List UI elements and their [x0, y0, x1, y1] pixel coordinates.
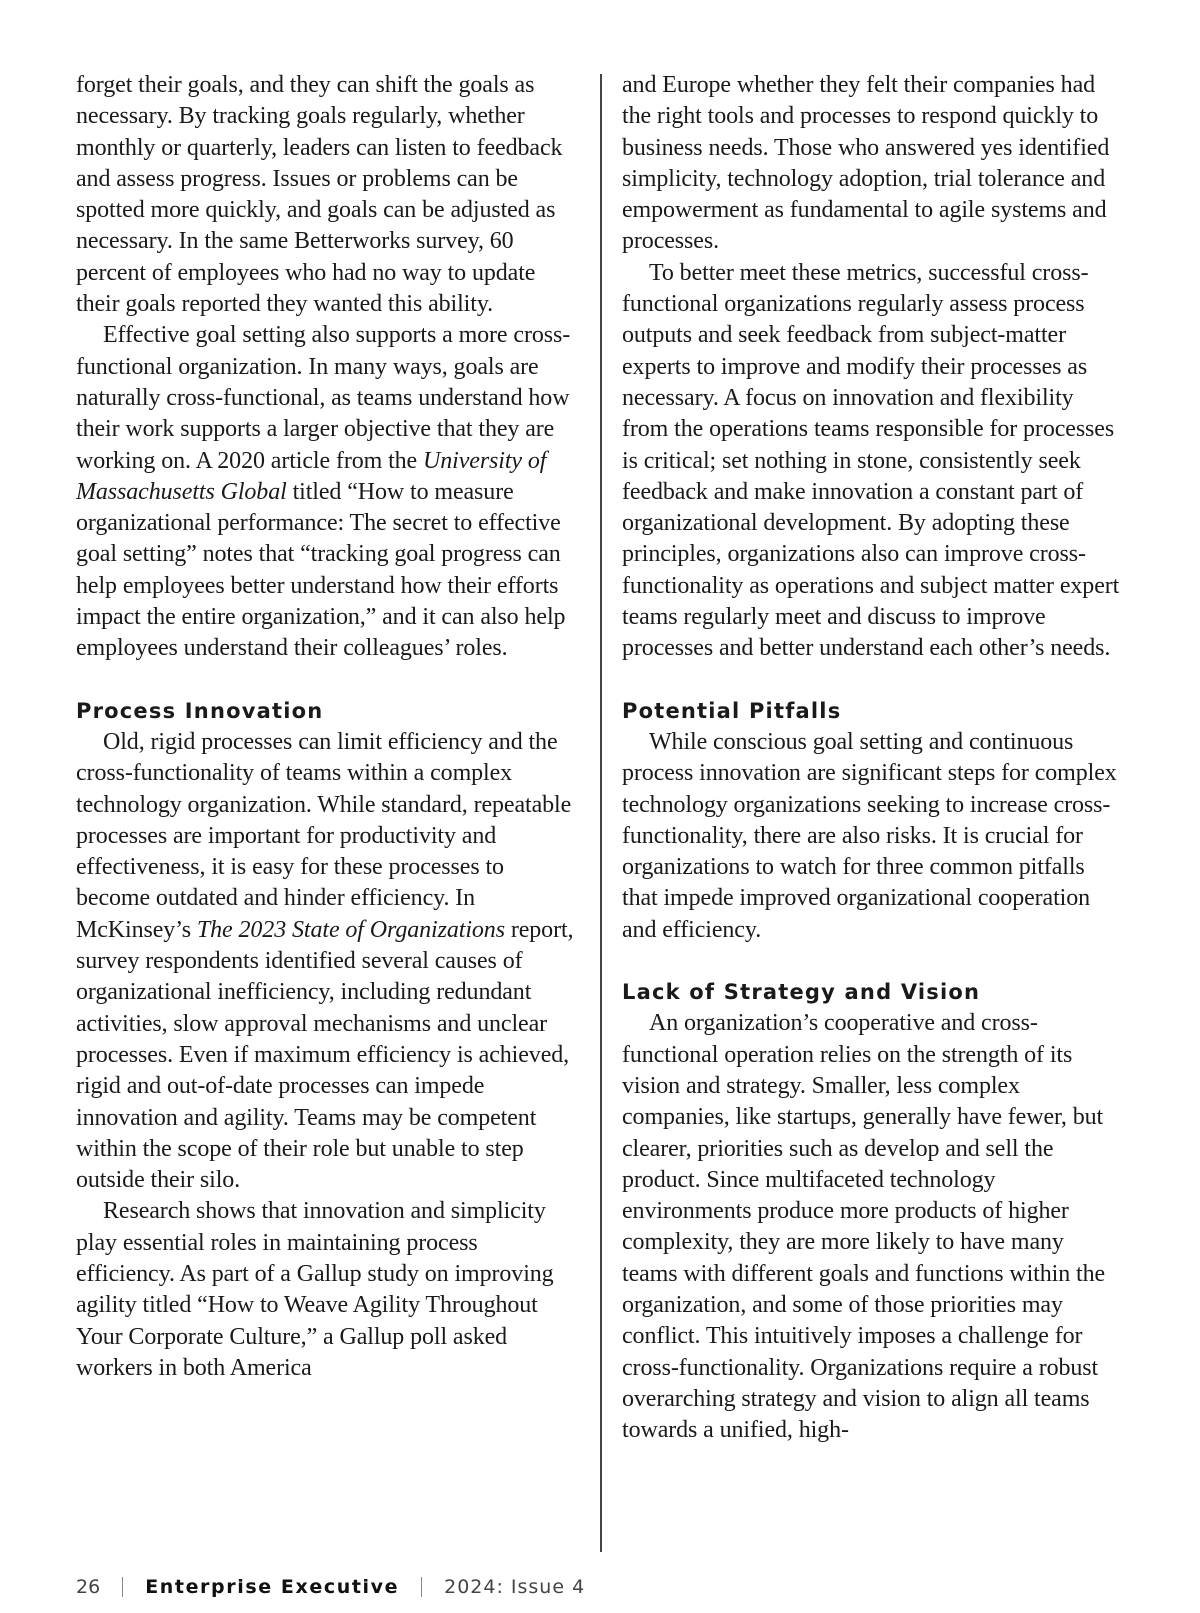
right-paragraph-2: To better meet these metrics, successful cross-functional organizations regularly assess process outputs and seek feedback from subject-matter experts to improve and modify their processes as necessary. A focus on innovation and flexibility from the operations teams responsible for processes is critical; set nothing in stone, consistently seek feedback and make innovation a constant part of organizational development. By adopting these principles, organizations also can improve cross-functionality as operations and subject matter expert teams regularly meet and discuss to improve processes and better understand each other’s needs. [622, 259, 1120, 662]
footer-separator [421, 1577, 422, 1597]
left-paragraph-4: Research shows that innovation and simplicity play essential roles in maintaining process efficiency. As part of a Gallup study on improving agility titled “How to Weave Agility Throughout Your Corporate Culture,” a Gallup poll asked workers in both America [76, 1198, 554, 1381]
column-divider [600, 74, 602, 1552]
left-paragraph-2-italic: University of Massachusetts Global [76, 447, 547, 505]
right-paragraph-4: An organization’s cooperative and cross-functional operation relies on the strength of its vision and strategy. Smaller, less complex companies, like startups, generally have fewer, but clearer, priorities such as develop and sell the product. Since multifaceted technology environments produce more products of higher complexity, they are more likely to have many teams with different goals and functions within the organization, and some of those priorities may conflict. This intuitively imposes a challenge for cross-functionality. Organizations require a robust overarching strategy and vision to align all teams towards a unified, high- [622, 1010, 1106, 1444]
left-column [76, 70, 576, 1384]
left-paragraph-2 [76, 320, 576, 664]
page-number: 26 [76, 1576, 101, 1598]
magazine-title: Enterprise Executive [145, 1576, 400, 1598]
left-paragraph-3-text-a: Old, rigid processes can limit efficiency and the cross-functionality of teams within a complex technology organization. While standard, repeatable processes are important for productivity and effectiveness, it is easy for these processes to become outdated and hinder efficiency. In McKinsey’s [76, 728, 572, 943]
left-paragraph-1: forget their goals, and they can shift the goals as necessary. By tracking goals regularly, whether monthly or quarterly, leaders can listen to feedback and assess progress. Issues or problems can be spotted more quickly, and goals can be adjusted as necessary. In the same Betterworks survey, 60 percent of employees who had no way to update their goals reported they wanted this ability. [76, 72, 563, 318]
right-paragraph-1: and Europe whether they felt their companies had the right tools and processes to respond quickly to business needs. Those who answered yes identified simplicity, technology adoption, trial tolerance and empowerment as fundamental to agile systems and processes. [622, 72, 1110, 255]
left-paragraph-3 [76, 727, 576, 1196]
footer-separator [122, 1577, 123, 1597]
issue-label: 2024: Issue 4 [444, 1576, 586, 1598]
heading-process-innovation: Process Innovation [76, 698, 324, 723]
heading-lack-of-strategy: Lack of Strategy and Vision [622, 980, 981, 1005]
right-column [622, 70, 1122, 1446]
left-paragraph-3-text-b: report, survey respondents identified several causes of organizational inefficiency, including redundant activities, slow approval mechanisms and unclear processes. Even if maximum efficiency is achieved, rigid and out-of-date processes can impede innovation and agility. Teams may be competent within the scope of their role but unable to step outside their silo. [76, 916, 574, 1194]
left-paragraph-2-text-b: titled “How to measure organizational performance: The secret to effective goal setting” notes that “tracking goal progress can help employees better understand how their efforts impact the entire organization,” and it can also help employees understand their colleagues’ roles. [76, 478, 566, 662]
left-paragraph-2-text-a: Effective goal setting also supports a more cross-functional organization. In many ways, goals are naturally cross-functional, as teams understand how their work supports a larger objective that they are working on. A 2020 article from the [76, 322, 571, 474]
heading-potential-pitfalls: Potential Pitfalls [622, 698, 842, 723]
left-paragraph-3-italic: The 2023 State of Organizations [196, 916, 505, 943]
right-paragraph-3: While conscious goal setting and continuous process innovation are significant steps for complex technology organizations seeking to increase cross-functionality, there are also risks. It is crucial for organizations to watch for three common pitfalls that impede improved organizational cooperation and efficiency. [622, 728, 1117, 943]
page-footer [76, 1572, 585, 1602]
